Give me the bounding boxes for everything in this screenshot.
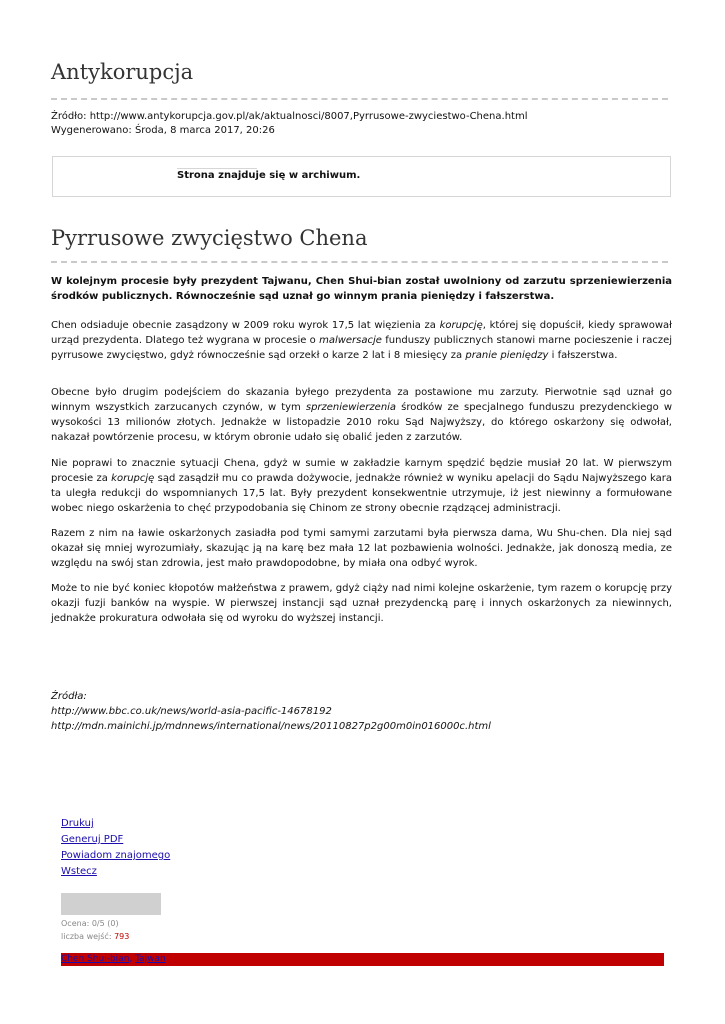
visit-count: 793: [114, 932, 130, 941]
generated-date: Wygenerowano: Środa, 8 marca 2017, 20:26: [51, 125, 275, 136]
sources-label: Źródła:: [51, 691, 87, 702]
notify-friend-link[interactable]: Powiadom znajomego: [61, 850, 171, 861]
page-meta: [51, 110, 527, 138]
generate-pdf-link[interactable]: Generuj PDF: [61, 834, 124, 845]
article-paragraph: Chen odsiaduje obecnie zasądzony w 2009 roku wyrok 17,5 lat więzienia za korupcję, której się dopuścił, kiedy sprawował urząd prezydenta. Dlatego też wygrana w procesie o malwersacje funduszy publicznych stanowi marne pocieszenie i raczej pyrrusowe zwycięstwo, gdyż równocześnie sąd orzekł o karze 2 lat i 8 miesięcy za pranie pieniędzy i fałszerstwa.: [51, 320, 672, 361]
tag-link[interactable]: Tajwan: [135, 954, 166, 964]
article-actions: [61, 816, 170, 880]
tag-separator: ,: [129, 954, 136, 964]
sources: [51, 689, 491, 734]
print-link[interactable]: Drukuj: [61, 818, 94, 829]
archive-message: Strona znajduje się w archiwum.: [177, 170, 361, 181]
archive-notice: [52, 156, 671, 197]
rating-info: [61, 917, 129, 943]
source-link: http://www.bbc.co.uk/news/world-asia-pacific-14678192: [51, 706, 332, 717]
source-link: http://mdn.mainichi.jp/mdnnews/international/news/20110827p2g00m0in016000c.html: [51, 721, 491, 732]
rating-widget[interactable]: [61, 893, 161, 915]
source-url: Źródło: http://www.antykorupcja.gov.pl/ak/aktualnosci/8007,Pyrrusowe-zwyciestwo-Chena.html: [51, 111, 528, 122]
divider: [51, 261, 668, 263]
divider: [177, 168, 257, 169]
article-paragraph: Obecne było drugim podejściem do skazania byłego prezydenta za postawione mu zarzuty. Pierwotnie sąd uznał go winnym wszystkich zarzucanych czynów, w tym sprzeniewierzenia środków ze specjalnego funduszu prezydenckiego w wysokości 13 milionów złotych. Jednakże w listopadzie 2010 roku Sąd Najwyższy, do którego oskarżony się odwołał, nakazał powtórzenie procesu, w którym obronie udało się obalić jeden z zarzutów.: [51, 387, 672, 443]
back-link[interactable]: Wstecz: [61, 866, 97, 877]
article-paragraph: Razem z nim na ławie oskarżonych zasiadła pod tymi samymi zarzutami była pierwsza dama, Wu Shu-chen. Dla niej sąd okazał się mniej wyrozumiały, skazując ją na karę bez mała 12 lat pozbawienia wolności. Jednakże, jak donoszą media, ze względu na swój stan zdrowia, jest mało prawdopodobne, by miała ona odbyć wyrok.: [51, 528, 672, 569]
tag-link[interactable]: Chen Shui-bian: [61, 954, 130, 964]
article-paragraph: Nie poprawi to znacznie sytuacji Chena, gdyż w sumie w zakładzie karnym spędzić będzie musiał 20 lat. W pierwszym procesie za korupcję sąd zasądził mu co prawda dożywocie, jednakże również w wyniku apelacji do Sądu Najwyższego kara ta uległa redukcji do wspomnianych 17,5 lat. Były prezydent konsekwentnie utrzymuje, iż jest niewinny a formułowane wobec niego oskarżenia to chęć przypodobania się Chinom ze strony obecnie rządzącej administracji.: [51, 458, 673, 514]
visit-counter: liczba wejść: 793: [61, 932, 130, 941]
tag-bar: [61, 953, 664, 966]
article-lead: W kolejnym procesie były prezydent Tajwanu, Chen Shui-bian został uwolniony od zarzutu sprzeniewierzenia środków publicznych. Równocześnie sąd uznał go winnym prania pieniędzy i fałszerstwa.: [51, 276, 672, 302]
site-title: Antykorupcja: [51, 60, 194, 84]
article-paragraph: Może to nie być koniec kłopotów małżeństwa z prawem, gdyż ciąży nad nimi kolejne oskarżenie, tym razem o korupcję przy okazji fuzji banków na wyspie. W pierwszej instancji sąd uznał prezydencką parę i innych oskarżonych za niewinnych, jednakże prokuratura odwołała się od wyroku do wyższej instancji.: [51, 583, 672, 624]
article-title: Pyrrusowe zwycięstwo Chena: [51, 226, 368, 250]
rating-score: Ocena: 0/5 (0): [61, 919, 119, 928]
divider: [51, 98, 668, 100]
